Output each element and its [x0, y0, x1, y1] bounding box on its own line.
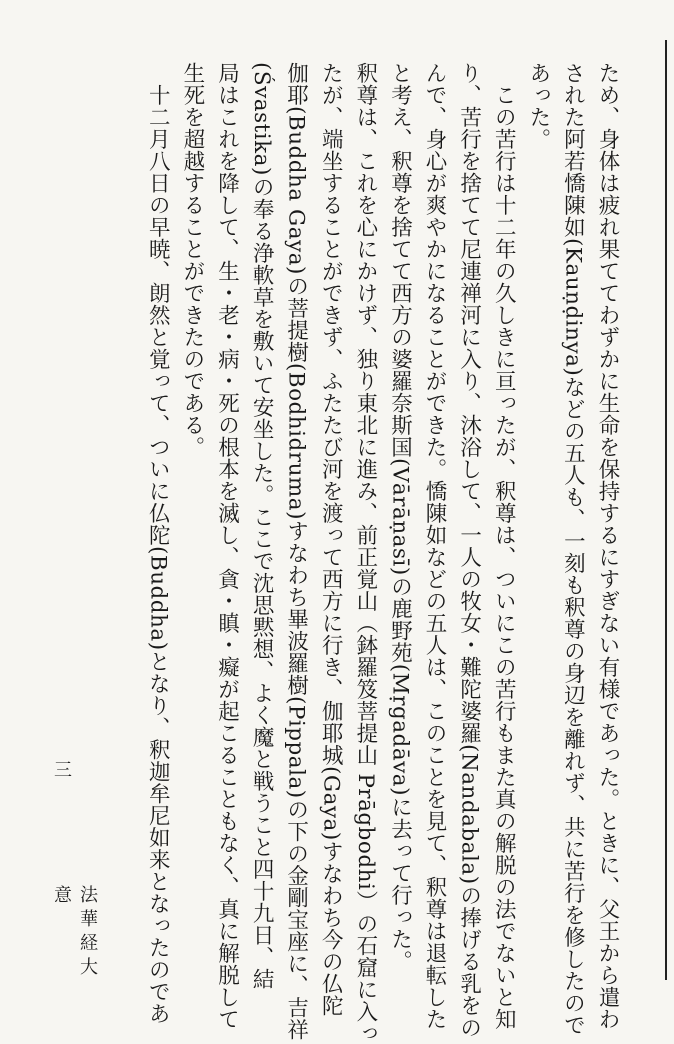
text-column: 伽耶(Buddha Gaya)の菩提樹(Bodhidruma)すなわち畢波羅樹(Pippala)の下の金剛宝座に、吉祥 [283, 62, 309, 1041]
text-column: んで、身心が爽やかになることができた。憍陳如などの五人は、このことを見て、釈尊は退転した [422, 62, 448, 1030]
text-column: と考え、釈尊を捨てて西方の婆羅奈斯国(Vārāṇasī)の鹿野苑(Mṛgadāva)に去って行った。 [387, 62, 413, 972]
text-column: された阿若憍陳如(Kauṇḍinya)などの五人も、一刻も釈尊の身辺を離れず、共に苦行を修したので [560, 62, 586, 1037]
page-number: 三 [51, 760, 72, 778]
text-column: ため、身体は疲れ果ててわずかに生命を保持するにすぎない有様であった。ときに、父王から遣わ [595, 62, 620, 1030]
text-column: 局はこれを降して、生・老・病・死の根本を滅し、貪・瞋・癡が起こることもなく、真に解脱して [214, 62, 240, 1030]
text-column: あった。 [525, 62, 551, 150]
text-column: たが、端坐することができず、ふたたび河を渡って西方に行き、伽耶城(Gaya)すなわち今の仏陀 [318, 62, 344, 1017]
text-column: (Śvastika)の奉る浄軟草を敷いて安坐した。ここで沈思黙想、よく魔と戦うこと四十九日、結 [249, 62, 275, 990]
running-head: 法華経大意 [51, 885, 98, 981]
page-edge-line [665, 40, 667, 980]
text-column: 生死を超越することができたのである。 [179, 62, 205, 458]
text-column: 十二月八日の早暁、朗然と覚って、ついに仏陀(Buddha)となり、釈迦牟尼如来となったのであ [145, 62, 171, 1025]
text-column: り、苦行を捨てて尼連禅河に入り、沐浴して、一人の牧女・難陀婆羅(Nandabala)の捧げる乳をの [456, 62, 482, 1039]
text-column: 釈尊は、これを心にかけず、独り東北に進み、前正覚山（鉢羅笈菩提山 Prāgbodhi）の石窟に入っ [352, 62, 378, 1044]
text-column: この苦行は十二年の久しきに亘ったが、釈尊は、ついにこの苦行もまた真の解脱の法でないと知 [491, 62, 517, 1030]
